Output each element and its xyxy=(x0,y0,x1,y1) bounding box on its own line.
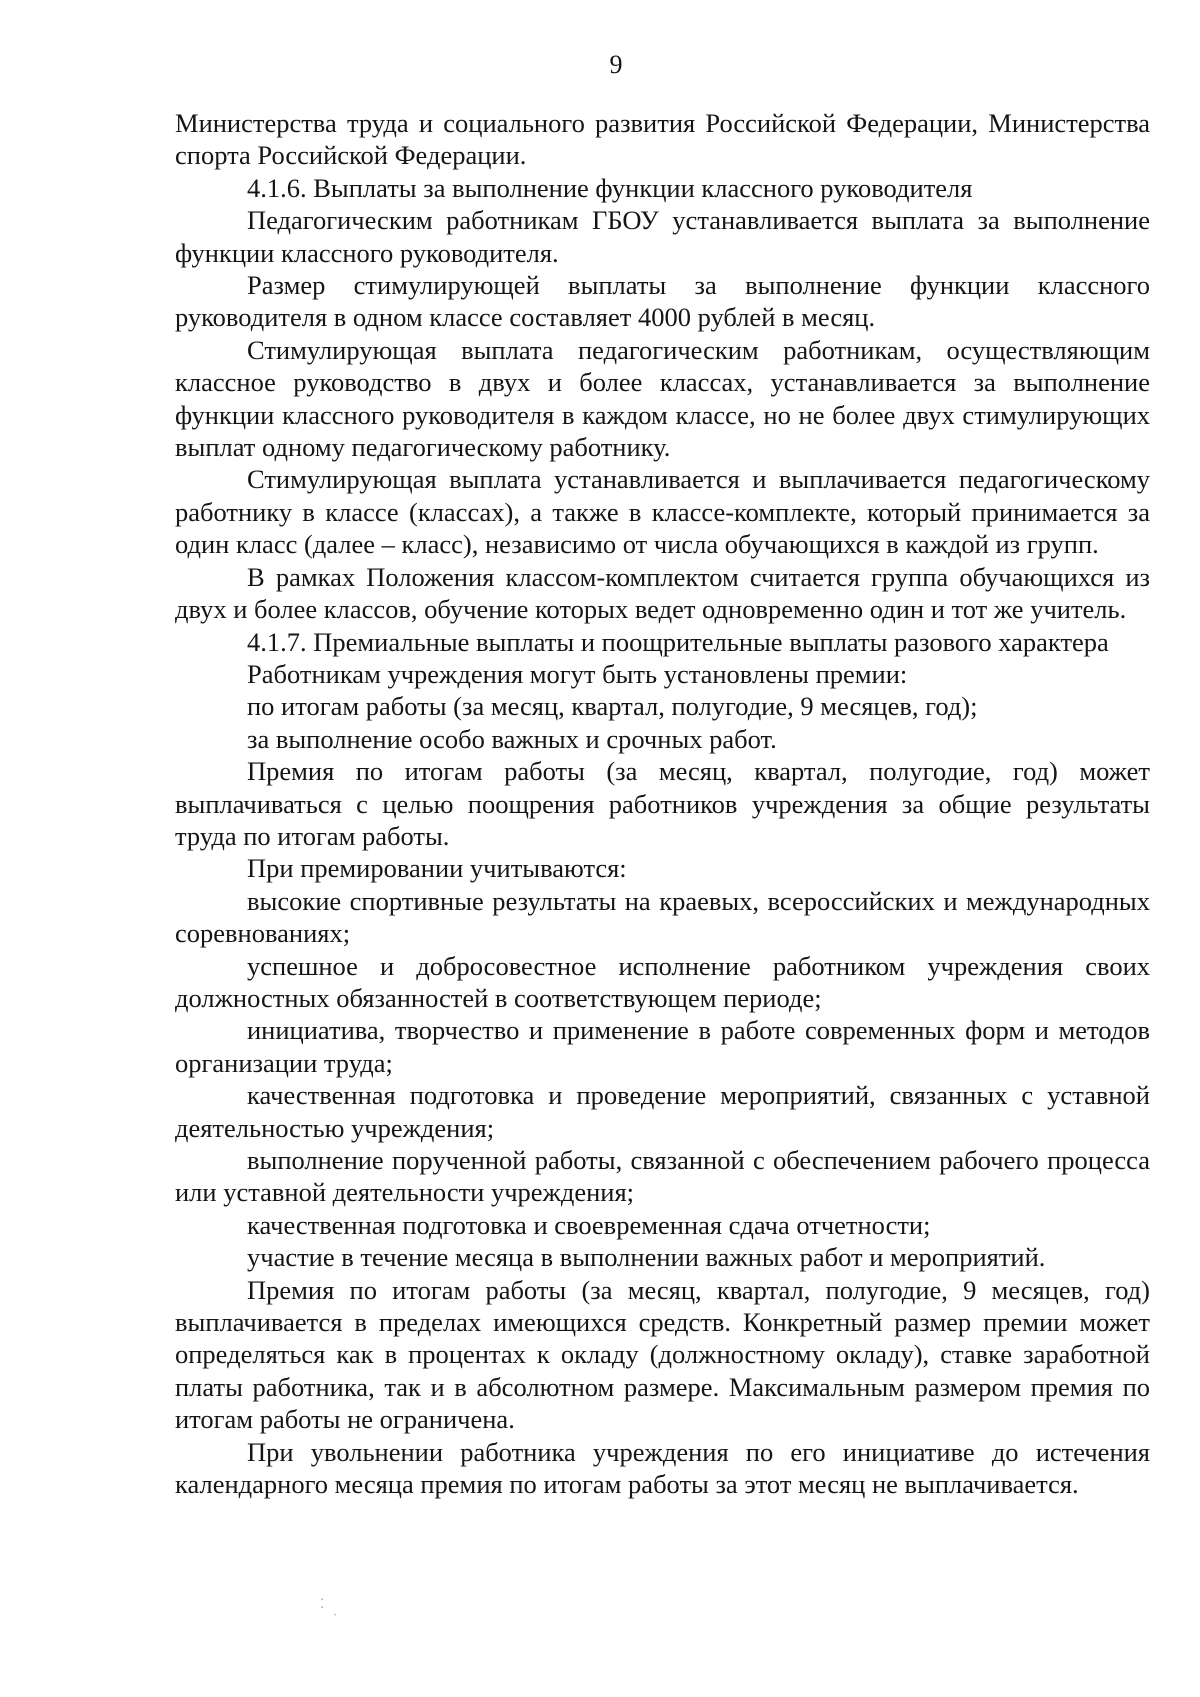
list-item: по итогам работы (за месяц, квартал, полугодие, 9 месяцев, год); xyxy=(247,691,978,722)
paragraph-continuation: Министерства труда и социального развития Российской Федерации, Министерства спорта Российской Федерации. xyxy=(175,108,1150,171)
list-item: высокие спортивные результаты на краевых, всероссийских и международных соревнованиях; xyxy=(175,885,1150,949)
paragraph: Премия по итогам работы (за месяц, квартал, полугодие, год) может выплачиваться с целью поощрения работников учреждения за общие результаты труда по итогам работы. xyxy=(175,756,1150,851)
scan-artifact: · xyxy=(333,1607,338,1622)
document-body xyxy=(175,107,1150,1500)
paragraph: Стимулирующая выплата педагогическим работникам, осуществляющим классное руководство в двух и более классах, устанавливается за выполнение функции классного руководителя в каждом классе, но не более двух стимулирующих выплат одному педагогическому работнику. xyxy=(175,334,1150,463)
list-item: успешное и добросовестное исполнение работником учреждения своих должностных обязанностей в соответствующем периоде; xyxy=(175,950,1150,1013)
list-item: участие в течение месяца в выполнении важных работ и мероприятий. xyxy=(247,1242,1046,1273)
section-heading-4-1-6: 4.1.6. Выплаты за выполнение функции классного руководителя xyxy=(247,172,973,203)
paragraph: Работникам учреждения могут быть установлены премии: xyxy=(247,658,908,689)
paragraph: Размер стимулирующей выплаты за выполнение функции классного руководителя в одном классе составляет 4000 рублей в месяц. xyxy=(175,270,1150,333)
list-item: инициатива, творчество и применение в работе современных форм и методов организации труда; xyxy=(175,1015,1150,1078)
paragraph: Педагогическим работникам ГБОУ устанавливается выплата за выполнение функции классного руководителя. xyxy=(175,205,1150,268)
paragraph: В рамках Положения классом-комплектом считается группа обучающихся из двух и более классов, обучение которых ведет одновременно один и тот же учитель. xyxy=(175,561,1150,625)
page-number: 9 xyxy=(609,50,623,79)
paragraph: При премировании учитываются: xyxy=(247,853,627,884)
list-item: качественная подготовка и своевременная сдача отчетности; xyxy=(247,1209,931,1240)
list-item: выполнение порученной работы, связанной с обеспечением рабочего процесса или уставной деятельности учреждения; xyxy=(175,1145,1150,1208)
list-item: качественная подготовка и проведение мероприятий, связанных с уставной деятельностью учреждения; xyxy=(175,1080,1150,1143)
paragraph: Премия по итогам работы (за месяц, квартал, полугодие, 9 месяцев, год) выплачивается в пределах имеющихся средств. Конкретный размер премии может определяться как в процентах к окладу (должностному окладу), ставке заработной платы работника, так и в абсолютном размере. Максимальным размером премия по итогам работы не ограничена. xyxy=(175,1274,1150,1435)
list-item: за выполнение особо важных и срочных работ. xyxy=(247,723,777,754)
paragraph: Стимулирующая выплата устанавливается и выплачивается педагогическому работнику в классе (классах), а также в классе-комплекте, который принимается за один класс (далее – класс), независимо от числа обучающихся в каждой из групп. xyxy=(175,464,1150,560)
paragraph: При увольнении работника учреждения по его инициативе до истечения календарного месяца премия по итогам работы за этот месяц не выплачивается. xyxy=(175,1436,1150,1500)
scan-artifact: ⁚ xyxy=(320,1596,325,1611)
section-heading-4-1-7: 4.1.7. Премиальные выплаты и поощрительные выплаты разового характера xyxy=(247,626,1109,657)
